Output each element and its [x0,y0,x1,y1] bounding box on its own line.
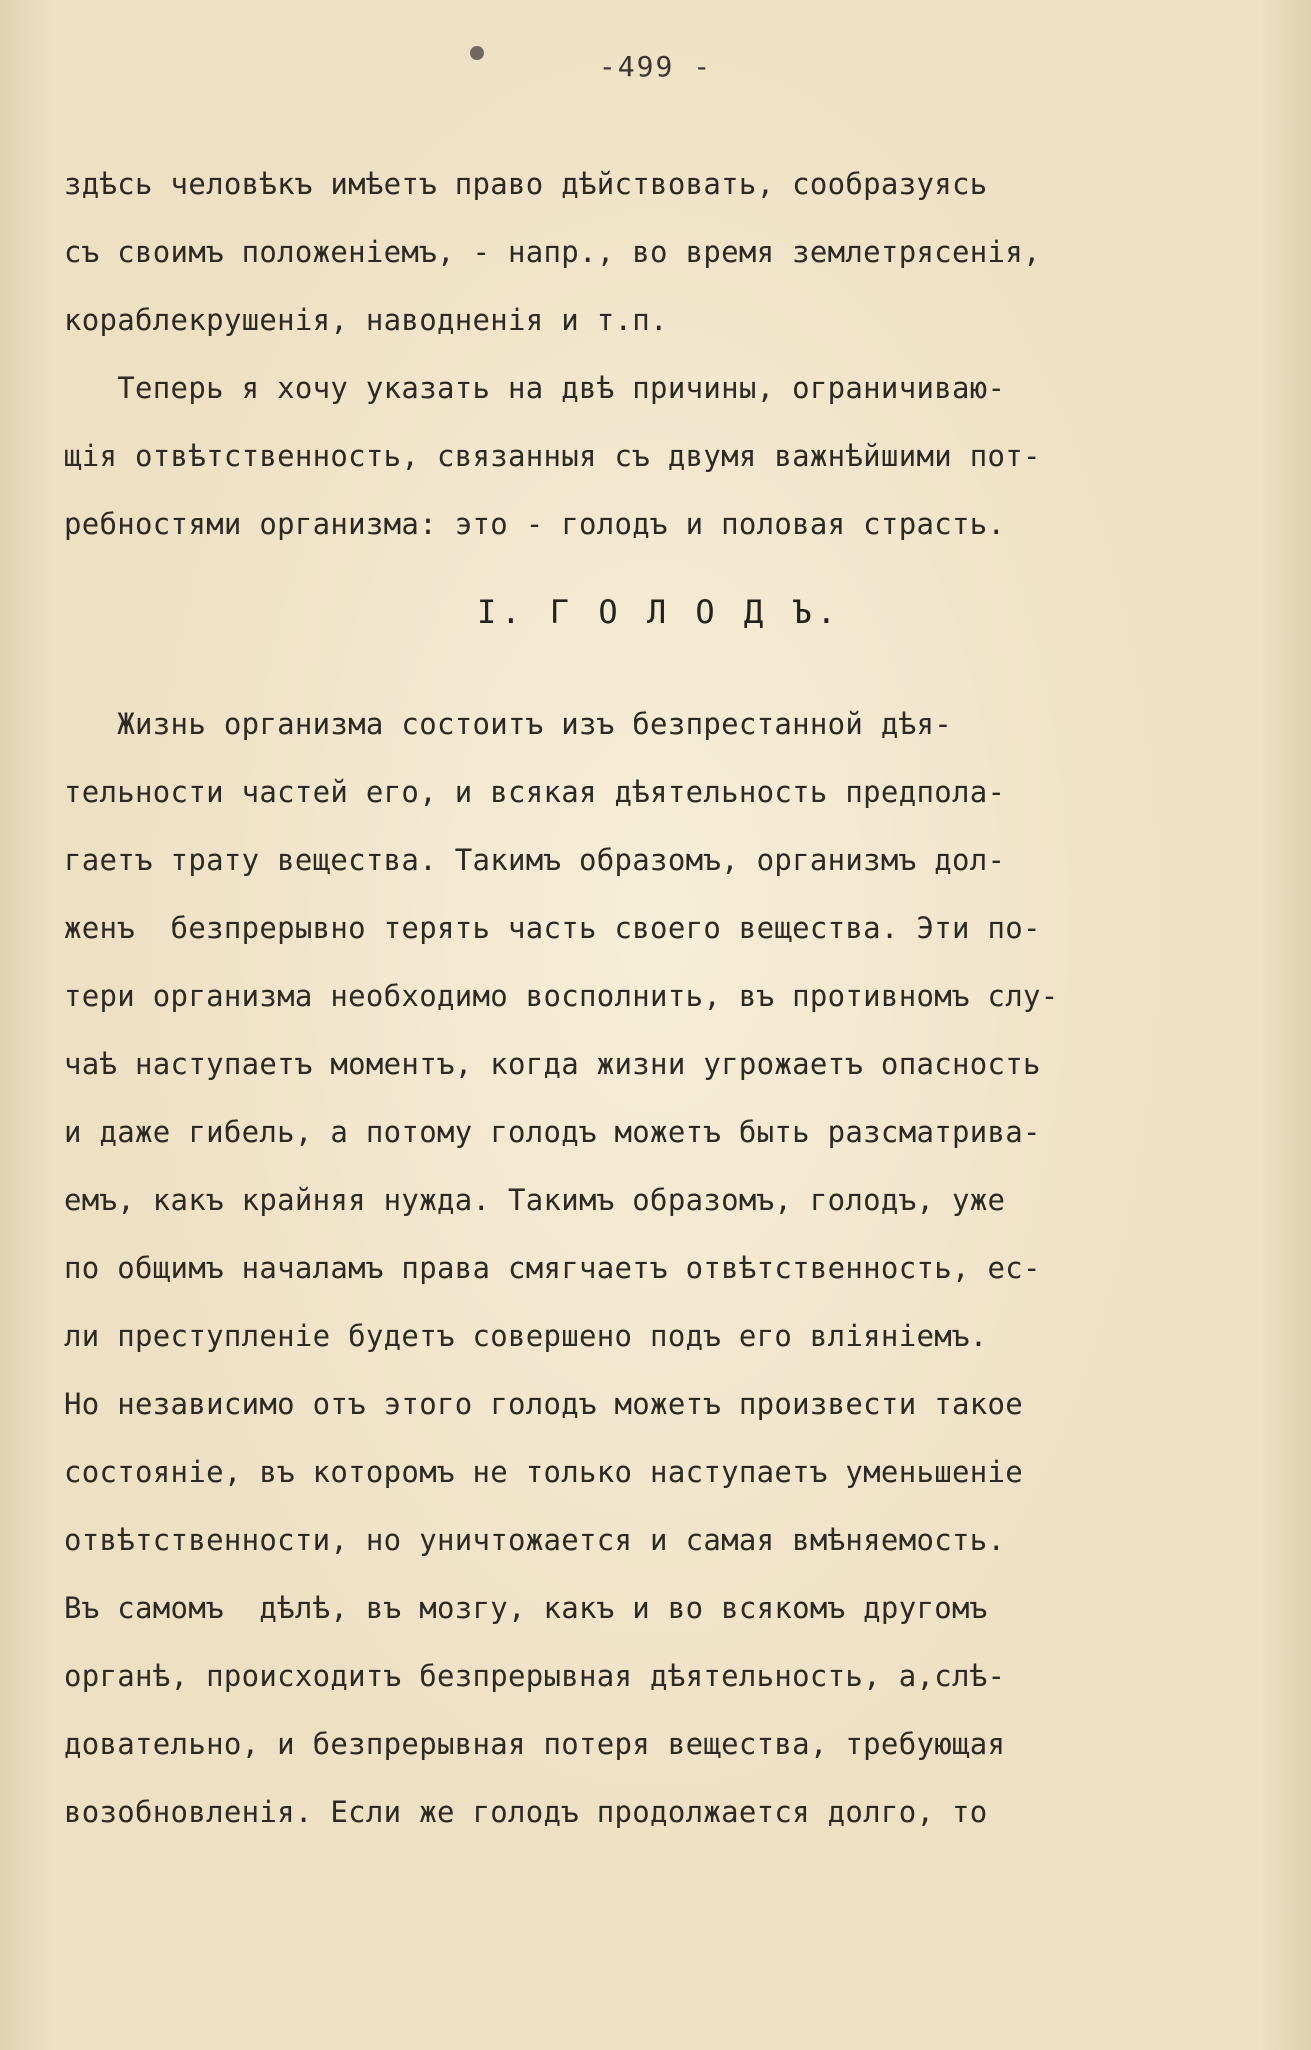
text-line: возобновленія. Если же голодъ продолжается долго, то [64,1795,988,1829]
text-line: емъ, какъ крайняя нужда. Такимъ образомъ, голодъ, уже [64,1183,1006,1217]
text-line: Въ самомъ дѣлѣ, въ мозгу, какъ и во всякомъ другомъ [64,1591,988,1625]
text-line: тельности частей его, и всякая дѣятельность предпола- [64,775,1006,809]
text-line: ли преступленіе будетъ совершено подъ его вліяніемъ. [64,1319,988,1353]
text-line: здѣсь человѣкъ имѣетъ право дѣйствовать, сообразуясь [64,167,988,201]
text-line: Теперь я хочу указать на двѣ причины, ограничиваю- [64,371,1006,405]
text-line: и даже гибель, а потому голодъ можетъ быть разсматрива- [64,1115,1041,1149]
text-line: женъ безпрерывно терять часть своего вещества. Эти по- [64,911,1041,945]
text-line: съ своимъ положеніемъ, - напр., во время землетрясенія, [64,235,1041,269]
text-line: по общимъ началамъ права смягчаетъ отвѣтственность, ес- [64,1251,1041,1285]
text-line: тери организма необходимо восполнить, въ противномъ слу- [64,979,1059,1013]
text-line: довательно, и безпрерывная потеря вещества, требующая [64,1727,1006,1761]
body-text [64,150,1254,1846]
text-line: Жизнь организма состоитъ изъ безпрестанной дѣя- [64,707,952,741]
text-line: гаетъ трату вещества. Такимъ образомъ, организмъ дол- [64,843,1006,877]
text-line: ребностями организма: это - голодъ и половая страсть. [64,507,1006,541]
page-number: -499 - [598,50,713,83]
text-line: отвѣтственности, но уничтожается и самая вмѣняемость. [64,1523,1006,1557]
text-line: кораблекрушенія, наводненія и т.п. [64,303,668,337]
text-line: органѣ, происходитъ безпрерывная дѣятельность, а,слѣ- [64,1659,1006,1693]
section-heading: I. Г О Л О Д Ъ. [477,593,841,631]
text-line: щія отвѣтственность, связанныя съ двумя важнѣйшими пот- [64,439,1041,473]
text-line: чаѣ наступаетъ моментъ, когда жизни угрожаетъ опасность [64,1047,1041,1081]
text-line: Но независимо отъ этого голодъ можетъ произвести такое [64,1387,1024,1421]
text-line: состояніе, въ которомъ не только наступаетъ уменьшеніе [64,1455,1024,1489]
